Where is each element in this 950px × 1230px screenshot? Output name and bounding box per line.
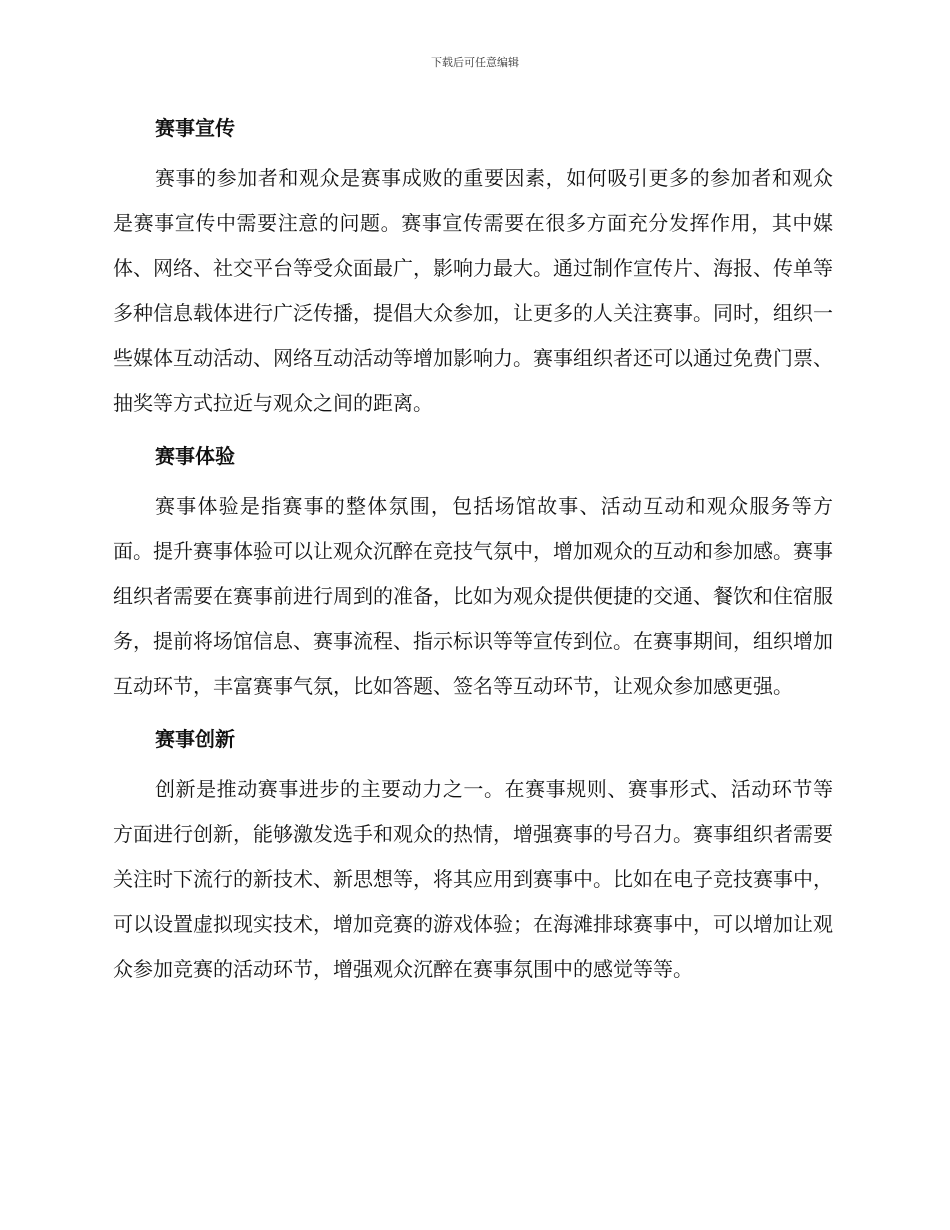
section-promotion xyxy=(113,112,833,426)
document-body xyxy=(113,112,833,1006)
section-innovation xyxy=(113,723,833,992)
section-paragraph: 创新是推动赛事进步的主要动力之一。在赛事规则、赛事形式、活动环节等方面进行创新，能够激发选手和观众的热情，增强赛事的号召力。赛事组织者需要关注时下流行的新技术、新思想等，将其应用到赛事中。比如在电子竞技赛事中，可以设置虚拟现实技术，增加竞赛的游戏体验；在海滩排球赛事中，可以增加让观众参加竞赛的活动环节，增强观众沉醉在赛事氛围中的感觉等等。 xyxy=(113,777,833,981)
header-note: 下载后可任意编辑 xyxy=(431,56,519,69)
section-paragraph: 赛事的参加者和观众是赛事成败的重要因素，如何吸引更多的参加者和观众是赛事宣传中需要注意的问题。赛事宣传需要在很多方面充分发挥作用，其中媒体、网络、社交平台等受众面最广，影响力最大。通过制作宣传片、海报、传单等多种信息载体进行广泛传播，提倡大众参加，让更多的人关注赛事。同时，组织一些媒体互动活动、网络互动活动等增加影响力。赛事组织者还可以通过免费门票、抽奖等方式拉近与观众之间的距离。 xyxy=(113,166,833,415)
section-experience xyxy=(113,440,833,709)
section-title: 赛事创新 xyxy=(155,727,235,751)
section-title: 赛事体验 xyxy=(155,444,235,468)
section-title: 赛事宣传 xyxy=(155,116,235,140)
section-paragraph: 赛事体验是指赛事的整体氛围，包括场馆故事、活动互动和观众服务等方面。提升赛事体验可以让观众沉醉在竞技气氛中，增加观众的互动和参加感。赛事组织者需要在赛事前进行周到的准备，比如为观众提供便捷的交通、餐饮和住宿服务，提前将场馆信息、赛事流程、指示标识等等宣传到位。在赛事期间，组织增加互动环节，丰富赛事气氛，比如答题、签名等互动环节，让观众参加感更强。 xyxy=(113,494,833,698)
